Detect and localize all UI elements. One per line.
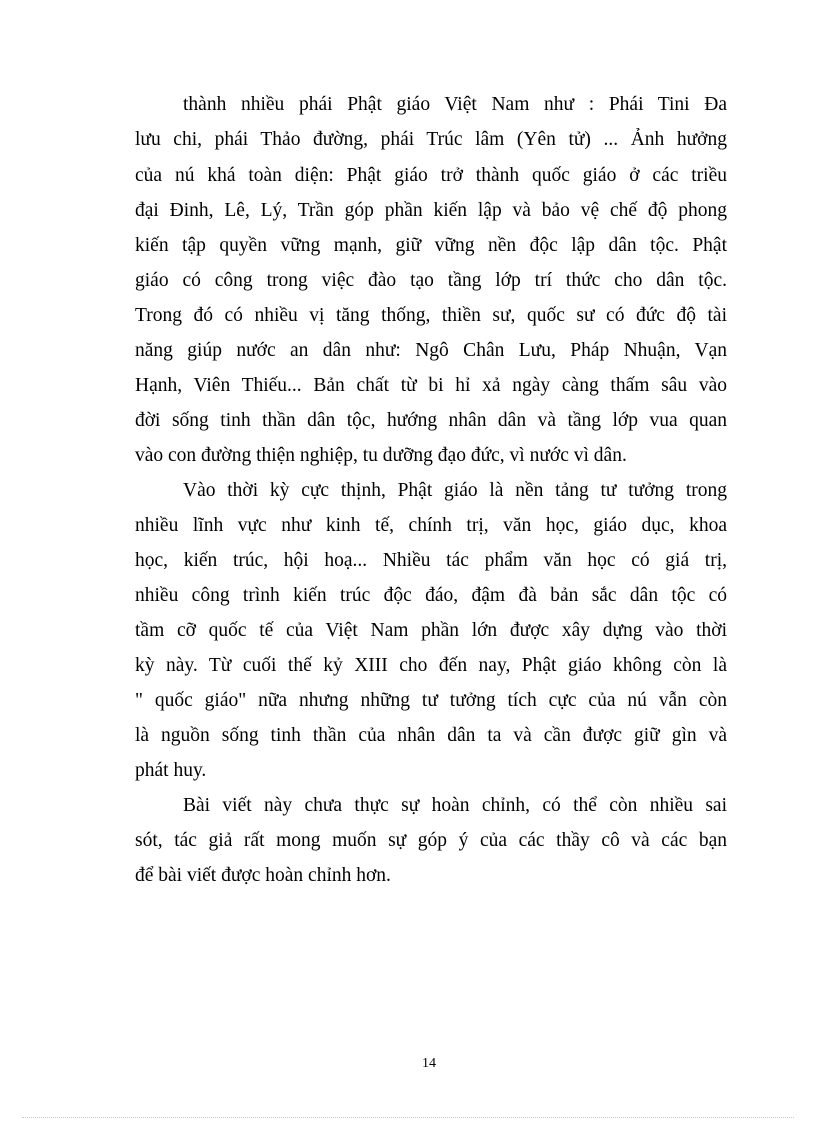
text-line: nhiều lĩnh vực như kinh tế, chính trị, văn học, giáo dục, khoa — [135, 515, 727, 536]
text-line: Vào thời kỳ cực thịnh, Phật giáo là nền tảng tư tưởng trong — [183, 480, 727, 501]
text-line: " quốc giáo" nữa nhưng những tư tưởng tích cực của nú vẫn còn — [135, 690, 727, 711]
text-line: nhiều công trình kiến trúc độc đáo, đậm đà bản sắc dân tộc có — [135, 585, 727, 606]
text-line: là nguồn sống tinh thần của nhân dân ta và cần được giữ gìn và — [135, 725, 727, 746]
text-line: giáo có công trong việc đào tạo tầng lớp trí thức cho dân tộc. — [135, 270, 727, 291]
text-line: của nú khá toàn diện: Phật giáo trở thành quốc giáo ở các triều — [135, 165, 727, 186]
text-line: sót, tác giả rất mong muốn sự góp ý của các thầy cô và các bạn — [135, 830, 727, 851]
text-line: để bài viết được hoàn chỉnh hơn. — [135, 865, 391, 886]
text-line: tầm cỡ quốc tế của Việt Nam phần lớn được xây dựng vào thời — [135, 620, 727, 641]
text-line: phát huy. — [135, 760, 207, 781]
text-line: kỳ này. Từ cuối thế kỷ XIII cho đến nay, Phật giáo không còn là — [135, 655, 727, 676]
text-line: vào con đường thiện nghiệp, tu dưỡng đạo đức, vì nước vì dân. — [135, 445, 627, 466]
page-number: 14 — [422, 1056, 436, 1071]
text-line: đại Đinh, Lê, Lý, Trần góp phần kiến lập và bảo vệ chế độ phong — [135, 200, 727, 221]
text-line: học, kiến trúc, hội hoạ... Nhiều tác phẩm văn học có giá trị, — [135, 550, 727, 571]
text-line: lưu chi, phái Thảo đường, phái Trúc lâm (Yên tử) ... Ảnh hưởng — [135, 129, 727, 150]
text-line: đời sống tinh thần dân tộc, hướng nhân dân và tầng lớp vua quan — [135, 410, 727, 431]
text-line: Hạnh, Viên Thiếu... Bản chất từ bi hỉ xả ngày càng thấm sâu vào — [135, 375, 727, 396]
text-line: năng giúp nước an dân như: Ngô Chân Lưu, Pháp Nhuận, Vạn — [135, 340, 727, 361]
text-line: thành nhiều phái Phật giáo Việt Nam như : Phái Tini Đa — [183, 94, 727, 115]
text-line: Trong đó có nhiều vị tăng thống, thiền sư, quốc sư có đức độ tài — [135, 305, 727, 326]
text-line: kiến tập quyền vững mạnh, giữ vững nền độc lập dân tộc. Phật — [135, 235, 727, 256]
text-line: Bài viết này chưa thực sự hoàn chỉnh, có thể còn nhiều sai — [183, 795, 727, 816]
page-bottom-divider — [22, 1117, 794, 1118]
